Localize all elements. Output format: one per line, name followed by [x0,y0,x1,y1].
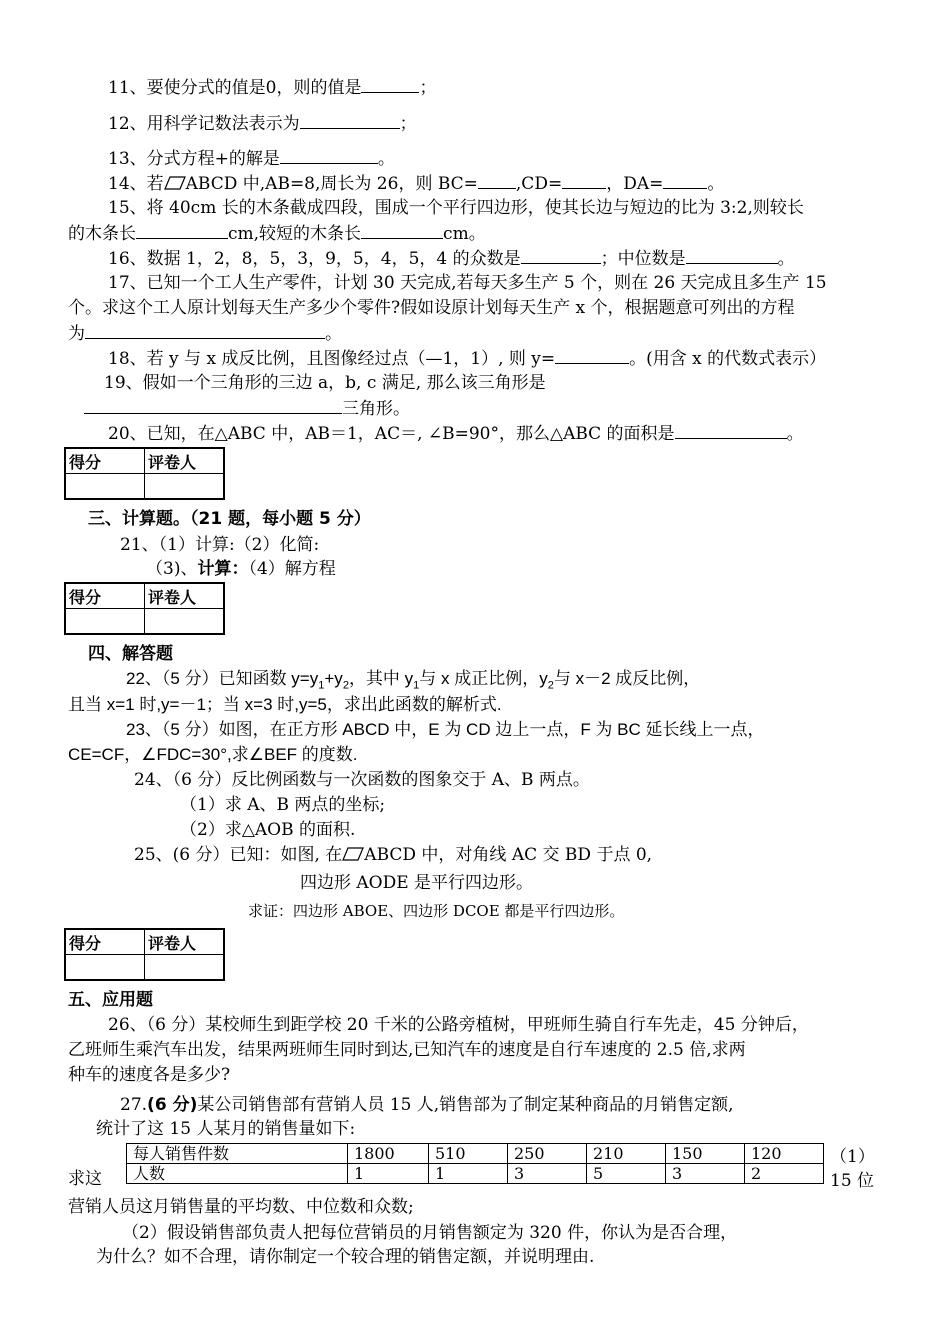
question-24-line3: （2）求△AOB 的面积. [180,820,356,840]
question-26-line1: 26、（6 分）某校师生到距学校 20 千米的公路旁植树，甲班师生骑自行车先走，45 分钟后， [108,1015,809,1035]
table-cell: 2 [745,1164,824,1184]
question-21-line1: 21、（1）计算:（2）化简: [120,535,320,555]
answer-blank-long[interactable] [136,222,228,239]
question-17-line1: 17、已知一个工人生产零件，计划 30 天完成,若每天多生产 5 个，则在 26 天完成且多生产 15 [108,273,827,293]
grader-label: 评卷人 [145,583,225,609]
question-24-line2: （1）求 A、B 两点的坐标; [180,795,386,815]
table-cell: 3 [508,1164,587,1184]
score-table [64,447,225,500]
question-23-line2: CE=CF，∠FDC=30°,求∠BEF 的度数. [68,745,358,764]
question-27-right-text2: 15 位 [830,1171,875,1191]
grader-label: 评卷人 [145,929,225,955]
question-27-line1: 27.(6 分)某公司销售部有营销人员 15 人,销售部为了制定某种商品的月销售定额, [120,1095,734,1115]
table-cell: 人数 [127,1164,348,1184]
question-17-line2: 个。求这个工人原计划每天生产多少个零件?假如设原计划每天生产 x 个，根据题意可列出的方程 [68,298,795,318]
answer-blank[interactable] [361,76,419,93]
question-27-line3: 营销人员这月销售量的平均数、中位数和众数; [68,1197,414,1217]
question-27-right-text1: （1） [830,1147,875,1167]
question-26-line3: 种车的速度各是多少? [68,1065,231,1085]
question-25-line2: 四边形 AODE 是平行四边形。 [300,873,534,893]
score-cell[interactable] [65,474,145,500]
question-27-line5: 为什么？如不合理，请你制定一个较合理的销售定额，并说明理由. [96,1247,595,1267]
score-table [64,582,225,635]
section-4-title: 四、解答题 [88,644,173,664]
grader-cell[interactable] [145,609,225,635]
score-label: 得分 [65,448,145,474]
question-15-line2: 的木条长 cm,较短的木条长 cm。 [68,224,486,244]
question-25-line1: 25、(6 分）已知：如图, 在 ABCD 中，对角线 AC 交 BD 于点 0, [134,845,653,865]
score-label: 得分 [65,583,145,609]
answer-blank[interactable] [280,147,378,164]
question-27-line2: 统计了这 15 人某月的销售量如下: [96,1119,356,1139]
table-cell: 1 [348,1164,429,1184]
parallelogram-icon [342,847,364,861]
section-3-title: 三、计算题。（21 题，每小题 5 分） [88,509,371,529]
table-cell: 120 [745,1144,824,1164]
table-row [127,1144,824,1164]
question-19-line1: 19、假如一个三角形的三边 a，b, c 满足, 那么该三角形是 [104,373,546,393]
table-row [127,1164,824,1184]
table-cell: 3 [666,1164,745,1184]
question-14: 14、若 ABCD 中,AB=8,周长为 26，则 BC= ,CD= ，DA= 。 [108,174,725,194]
table-cell: 210 [587,1144,666,1164]
table-cell: 1 [429,1164,508,1184]
parallelogram-icon [164,176,186,190]
question-11: 11、要使分式的值是0，则的值是 ； [108,78,437,98]
grader-cell[interactable] [145,474,225,500]
grader-label: 评卷人 [145,448,225,474]
answer-blank[interactable] [675,422,787,439]
question-27-left-text: 求这 [68,1169,102,1189]
question-26-line2: 乙班师生乘汽车出发，结果两班师生同时到达,已知汽车的速度是自行车速度的 2.5 倍,求两 [68,1040,746,1060]
question-16: 16、数据 1，2，8，5，3，9，5，4，5，4 的众数是 ；中位数是 。 [108,249,795,269]
question-17-line3: 为 。 [68,324,342,344]
table-cell: 250 [508,1144,587,1164]
answer-blank[interactable] [555,347,629,364]
question-18: 18、若 y 与 x 成反比例，且图像经过点（—1，1）, 则 y= 。(用含 x 的代数式表示） [108,349,827,369]
question-23-line1: 23、（5 分）如图，在正方形 ABCD 中，E 为 CD 边上一点，F 为 BC 延长线上一点， [126,720,765,739]
table-cell: 1800 [348,1144,429,1164]
score-table [64,928,225,981]
question-27-line4: （2）假设销售部负责人把每位营销员的月销售额定为 320 件，你认为是否合理， [122,1223,738,1243]
question-12: 12、用科学记数法表示为 ； [108,114,417,134]
question-20: 20、已知，在△ABC 中，AB＝1，AC＝, ∠B=90°，那么△ABC 的面积是 。 [108,424,804,444]
answer-blank-median[interactable] [686,247,778,264]
answer-blank-da[interactable] [663,172,707,189]
table-cell: 每人销售件数 [127,1144,348,1164]
answer-blank-equation[interactable] [85,322,325,339]
table-cell: 5 [587,1164,666,1184]
answer-blank-short[interactable] [361,222,443,239]
table-cell: 150 [666,1144,745,1164]
question-25-line3: 求证：四边形 ABOE、四边形 DCOE 都是平行四边形。 [248,902,625,920]
grader-cell[interactable] [145,955,225,981]
answer-blank[interactable] [84,397,342,414]
answer-blank-bc[interactable] [478,172,516,189]
answer-blank[interactable] [300,112,400,129]
answer-blank-cd[interactable] [562,172,606,189]
question-22-line2: 且当 x=1 时,y=－1；当 x=3 时,y=5，求出此函数的解析式. [68,695,502,714]
question-22-line1: 22、（5 分）已知函数 $y=y_1+y_2$，其中 $y_1$与 x 成正比例，$y_2$与 x－2 成反比例， [126,669,701,692]
sales-table [126,1143,824,1184]
section-5-title: 五、应用题 [68,990,153,1010]
score-cell[interactable] [65,955,145,981]
question-19-line2: 三角形。 [84,397,410,420]
answer-blank-mode[interactable] [521,247,601,264]
score-label: 得分 [65,929,145,955]
table-cell: 510 [429,1144,508,1164]
question-13: 13、分式方程+的解是 。 [108,149,395,169]
score-cell[interactable] [65,609,145,635]
question-24-line1: 24、（6 分）反比例函数与一次函数的图象交于 A、B 两点。 [134,770,590,790]
question-15-line1: 15、将 40cm 长的木条截成四段，围成一个平行四边形，使其长边与短边的比为 3:2,则较长 [108,198,804,218]
question-21-line2: （3)、计算：（4）解方程 [146,559,336,579]
